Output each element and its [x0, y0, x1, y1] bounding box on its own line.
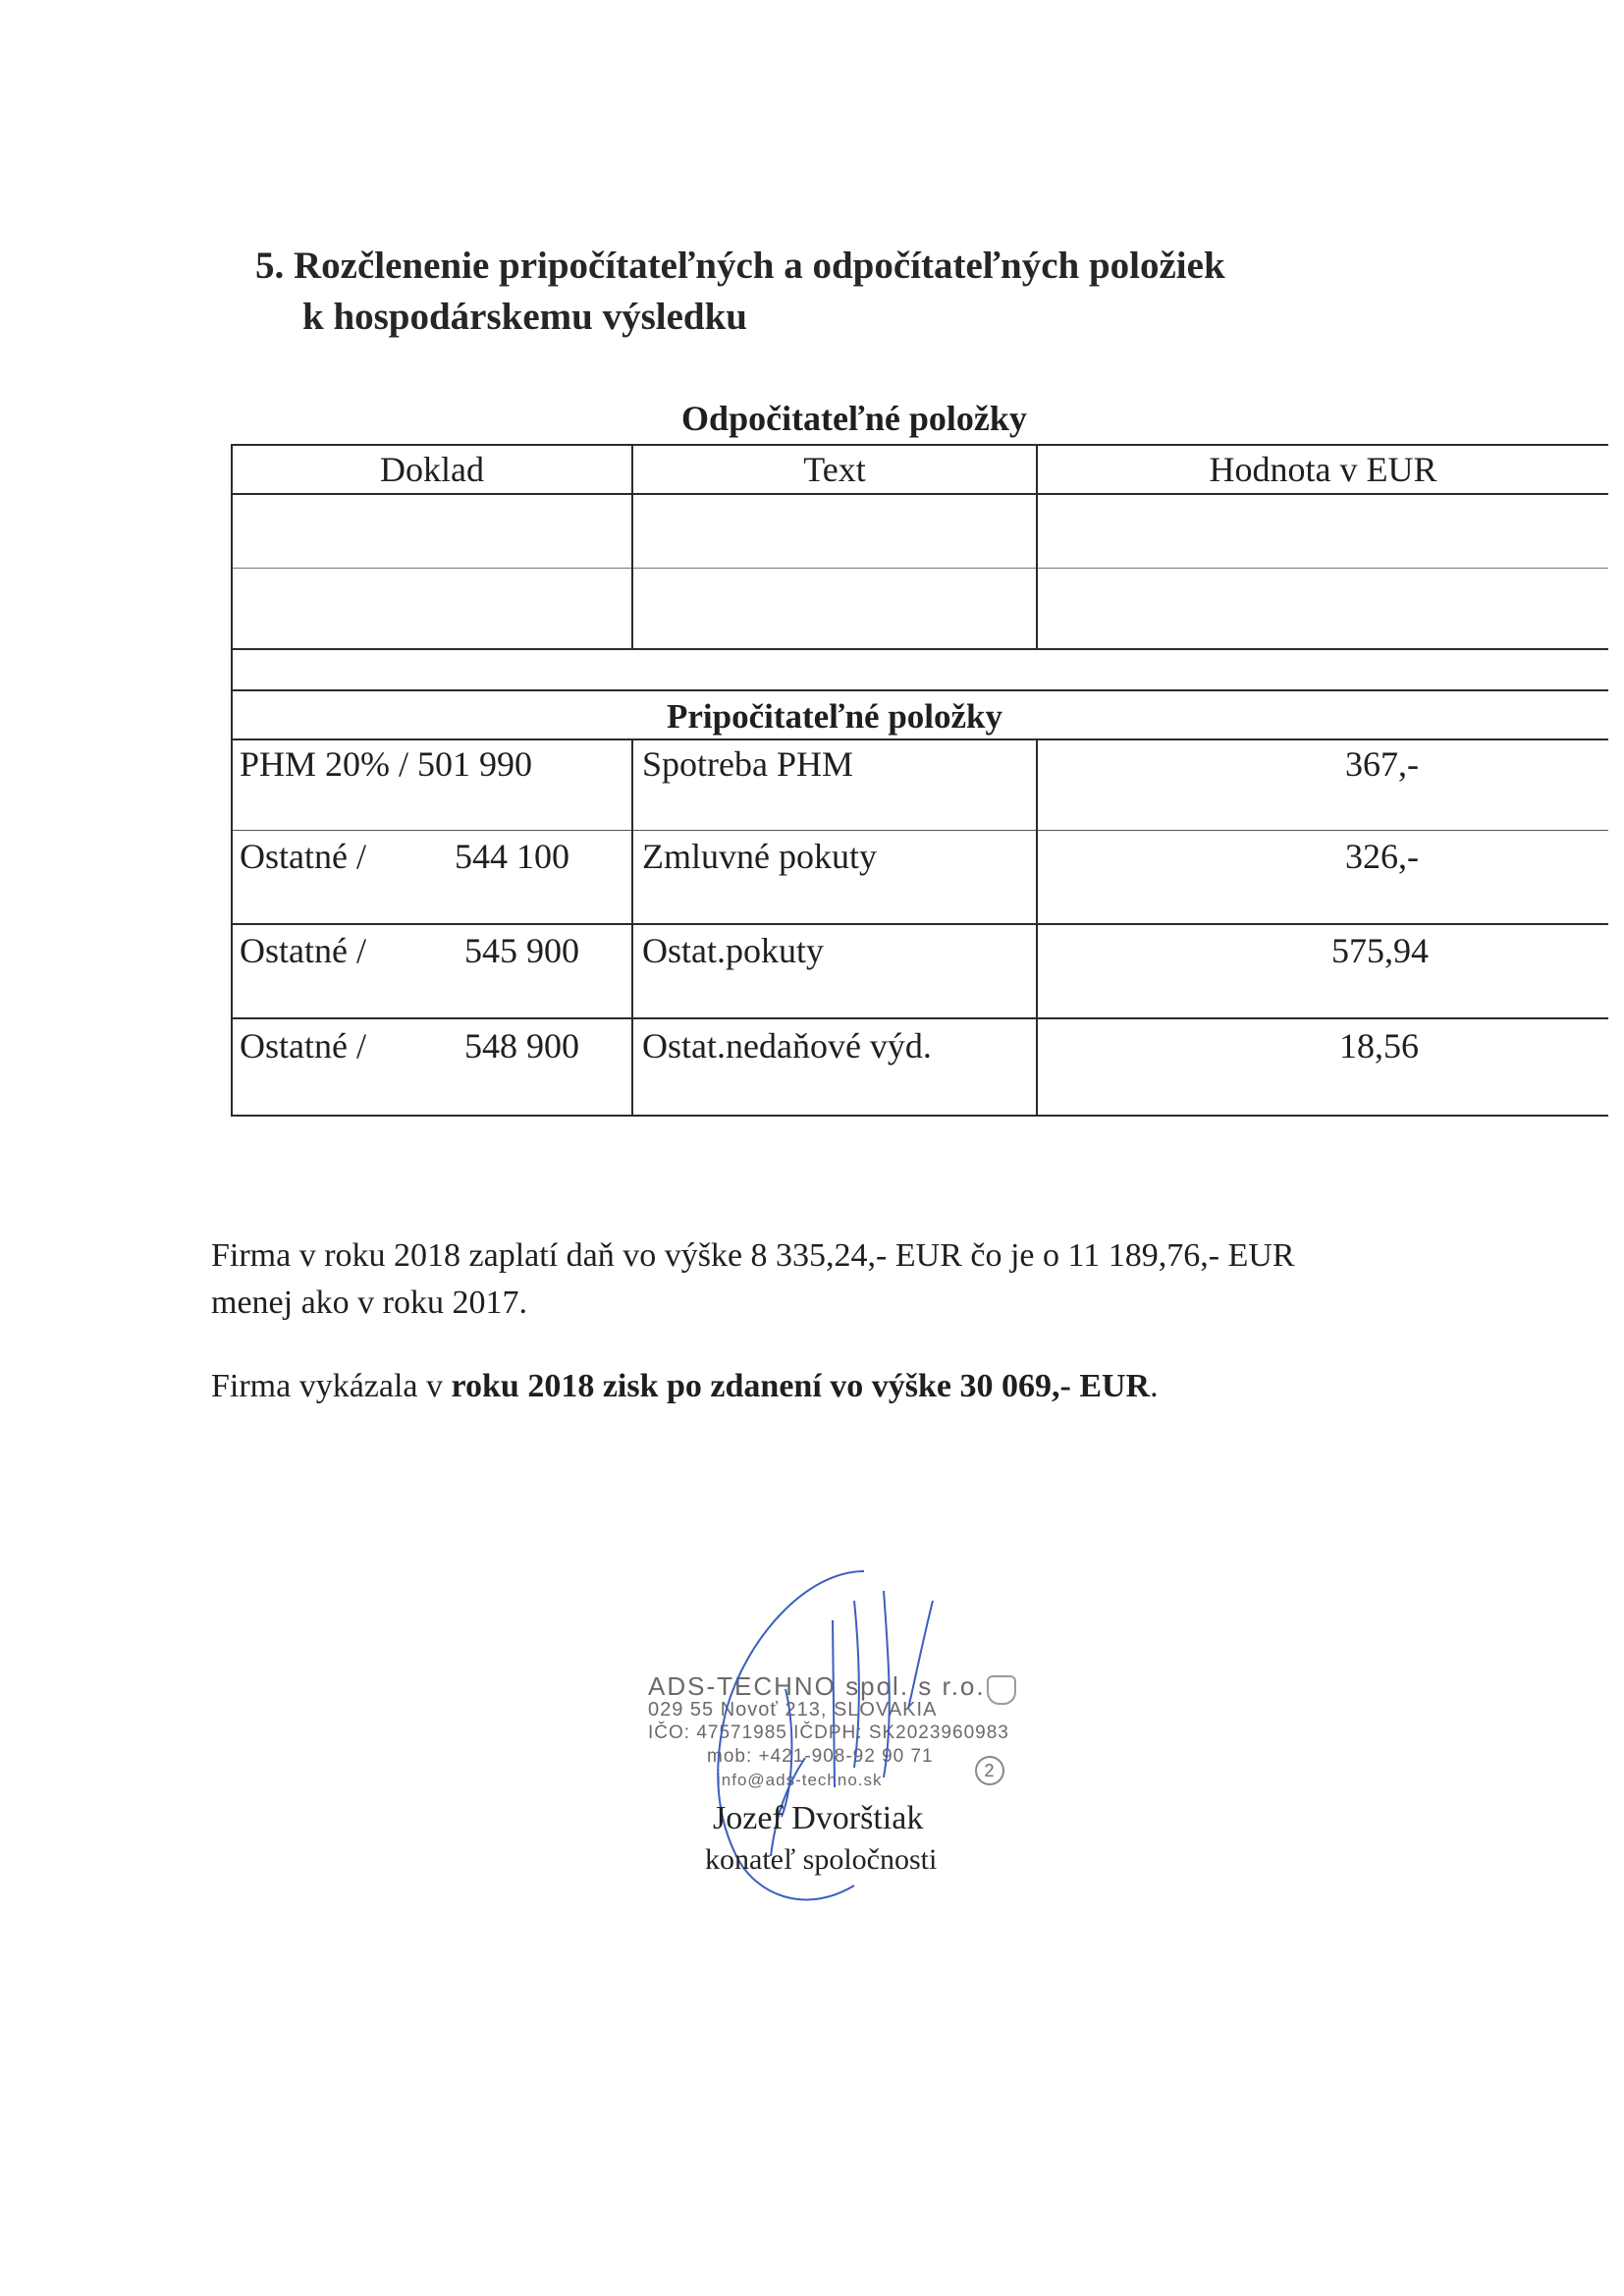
table-rule — [231, 1115, 1608, 1117]
table-rule — [231, 444, 1608, 446]
section-heading-line2: k hospodárskemu výsledku — [302, 296, 747, 338]
table-rule — [231, 1017, 1608, 1019]
column-header-text: Text — [803, 450, 866, 489]
stamp-line-1: ADS-TECHNO spol. s r.o. — [648, 1671, 986, 1701]
stamp-line-2: 029 55 Novoť 213, SLOVAKIA — [648, 1699, 938, 1721]
row-value: 326,- — [1345, 837, 1419, 876]
row-value: 367,- — [1345, 744, 1419, 784]
row-text: Ostat.nedaňové výd. — [642, 1026, 932, 1066]
table-rule — [231, 568, 1608, 569]
row-doklad-label: Ostatné / — [240, 837, 366, 876]
tax-line-1: Firma v roku 2018 zaplatí daň vo výške 8 335,24,- EUR čo je o 11 189,76,- EUR — [211, 1237, 1295, 1274]
tax-line-2: menej ako v roku 2017. — [211, 1285, 527, 1321]
row-text: Spotreba PHM — [642, 744, 853, 784]
column-header-doklad: Doklad — [380, 450, 484, 489]
table-rule — [231, 648, 1608, 650]
row-doklad-code: 544 100 — [455, 837, 569, 876]
profit-bold: roku 2018 zisk po zdanení vo výške 30 069,- EUR — [451, 1368, 1151, 1404]
stamp-line-4: mob: +421-908-92 90 71 — [707, 1746, 934, 1767]
signatory-name: Jozef Dvorštiak — [713, 1800, 924, 1836]
table-rule — [231, 923, 1608, 925]
row-doklad-code: 548 900 — [464, 1026, 579, 1066]
table-rule — [631, 738, 633, 1115]
row-doklad-label: Ostatné / — [240, 1026, 366, 1066]
profit-prefix: Firma vykázala v — [211, 1368, 452, 1404]
signatory-role: konateľ spoločnosti — [705, 1843, 938, 1876]
table-rule — [231, 444, 233, 1115]
column-header-value: Hodnota v EUR — [1209, 450, 1437, 489]
row-doklad: PHM 20% / 501 990 — [240, 744, 533, 784]
row-value: 575,94 — [1331, 931, 1429, 970]
stamp-number: 2 — [975, 1756, 1004, 1785]
row-doklad-label: Ostatné / — [240, 931, 366, 970]
section-heading-line1: 5. Rozčlenenie pripočítateľných a odpočítateľných položiek — [255, 245, 1225, 287]
table-rule — [231, 493, 1608, 495]
table-rule — [231, 689, 1608, 691]
profit-paragraph — [211, 1363, 1159, 1410]
row-value: 18,56 — [1339, 1026, 1419, 1066]
stamp-line-3: IČO: 47571985 IČDPH: SK2023960983 — [648, 1722, 1009, 1743]
additive-title: Pripočitateľné položky — [666, 697, 1003, 736]
deductible-title: Odpočitateľné položky — [681, 399, 1027, 438]
row-doklad-code: 545 900 — [464, 931, 579, 970]
coat-of-arms-icon — [987, 1675, 1016, 1705]
section-heading — [255, 241, 1225, 343]
profit-suffix: . — [1150, 1368, 1159, 1404]
table-rule — [231, 830, 1608, 831]
table-rule — [231, 738, 1608, 740]
row-text: Ostat.pokuty — [642, 931, 824, 970]
tax-paragraph — [211, 1232, 1295, 1327]
row-text: Zmluvné pokuty — [642, 837, 877, 876]
stamp-line-5: info@ads-techno.sk — [717, 1771, 883, 1789]
